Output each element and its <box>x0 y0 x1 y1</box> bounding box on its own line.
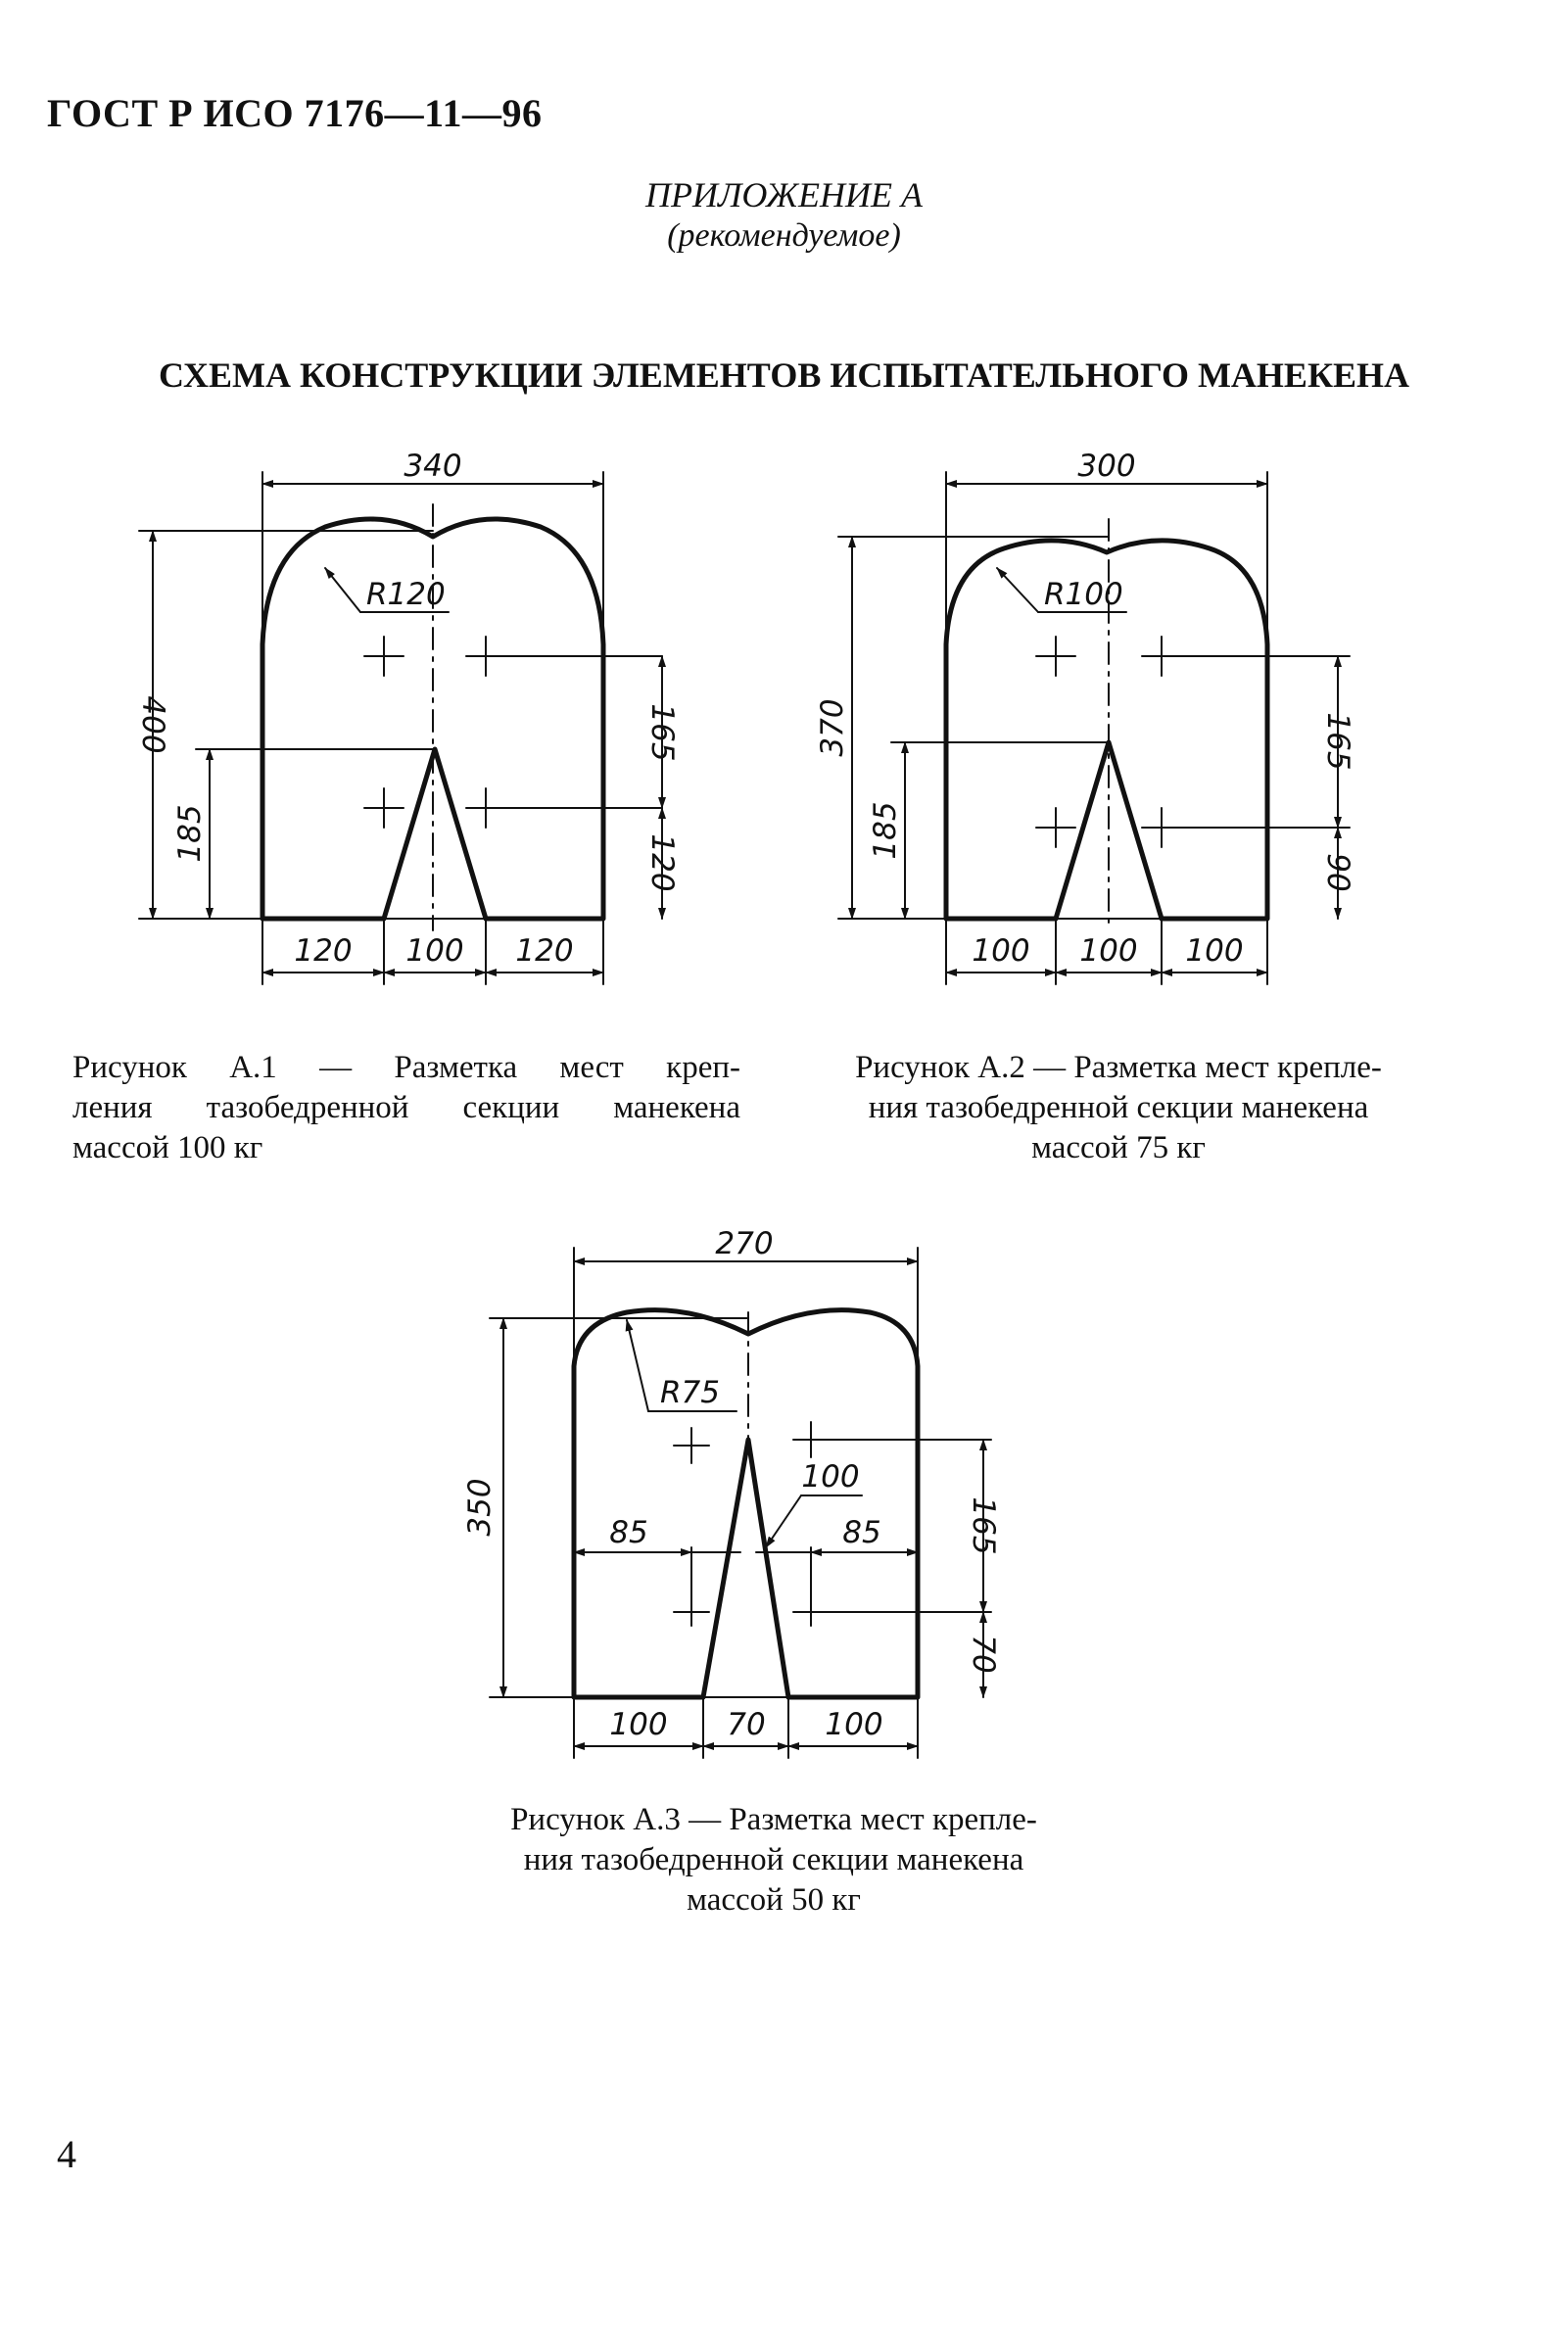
appendix-note: (рекомендуемое) <box>667 217 901 254</box>
caption-line: Рисунок А.1 — Разметка мест креп- <box>72 1050 740 1085</box>
fig3-dim-height: 350 <box>462 1478 498 1537</box>
appendix-title: ПРИЛОЖЕНИЕ А <box>645 175 923 214</box>
fig1-dim-right-lower: 120 <box>644 833 680 892</box>
figure-a1-caption <box>72 1048 740 1168</box>
fig2-dim-bottom-right: 100 <box>1185 933 1244 969</box>
figure-a1-dimension-lines <box>153 484 662 973</box>
caption-line: Рисунок А.3 — Разметка мест крепле- <box>510 1802 1037 1837</box>
figure-a3-outline <box>574 1310 918 1697</box>
fig2-dim-right-upper: 165 <box>1320 712 1355 771</box>
fig2-dim-left-height: 185 <box>868 801 903 860</box>
figure-a2-caption <box>787 1048 1449 1168</box>
fig1-dim-left-height: 185 <box>172 804 208 863</box>
fig3-dim-width: 270 <box>715 1226 774 1261</box>
fig2-dim-bottom-mid: 100 <box>1079 933 1138 969</box>
fig3-dim-inner-offset: 100 <box>801 1459 860 1495</box>
fig3-dim-radius: R75 <box>660 1375 720 1410</box>
fig1-dim-bottom-mid: 100 <box>405 933 464 969</box>
fig1-dim-bottom-left: 120 <box>294 933 353 969</box>
fig1-dim-width: 340 <box>404 449 462 484</box>
fig1-dim-bottom-right: 120 <box>515 933 574 969</box>
caption-line: ления тазобедренной секции манекена <box>72 1090 740 1125</box>
caption-line: Рисунок А.2 — Разметка мест крепле- <box>855 1050 1382 1085</box>
fig3-dim-right-upper: 165 <box>966 1496 1001 1555</box>
document-code: ГОСТ Р ИСО 7176—11—96 <box>47 91 543 135</box>
fig2-dim-width: 300 <box>1077 449 1136 484</box>
fig1-dim-height: 400 <box>135 695 170 754</box>
section-title: СХЕМА КОНСТРУКЦИИ ЭЛЕМЕНТОВ ИСПЫТАТЕЛЬНОГО МАНЕКЕНА <box>158 356 1410 395</box>
fig2-dim-height: 370 <box>815 698 850 757</box>
fig2-dim-radius: R100 <box>1044 577 1123 612</box>
figure-a3-caption <box>431 1800 1117 1921</box>
fig3-dim-right-offset: 85 <box>842 1515 881 1550</box>
fig3-dim-left-offset: 85 <box>609 1515 648 1550</box>
fig2-dim-bottom-left: 100 <box>972 933 1030 969</box>
caption-line: массой 100 кг <box>72 1130 263 1165</box>
fig3-dim-bottom-mid: 70 <box>727 1707 766 1742</box>
caption-line: массой 50 кг <box>687 1882 861 1918</box>
fig3-dim-right-lower: 70 <box>966 1635 1001 1674</box>
page-number: 4 <box>57 2132 76 2176</box>
fig3-dim-bottom-left: 100 <box>609 1707 668 1742</box>
fig1-dim-radius: R120 <box>366 577 446 612</box>
fig3-dim-bottom-right: 100 <box>825 1707 883 1742</box>
caption-line: массой 75 кг <box>1031 1130 1206 1165</box>
caption-line: ния тазобедренной секции манекена <box>523 1842 1024 1877</box>
fig2-dim-right-lower: 90 <box>1320 853 1355 892</box>
figure-a2-labels <box>815 449 1355 969</box>
fig1-dim-right-upper: 165 <box>644 703 680 762</box>
caption-line: ния тазобедренной секции манекена <box>868 1090 1369 1125</box>
figure-a1-centerlines <box>364 504 662 930</box>
